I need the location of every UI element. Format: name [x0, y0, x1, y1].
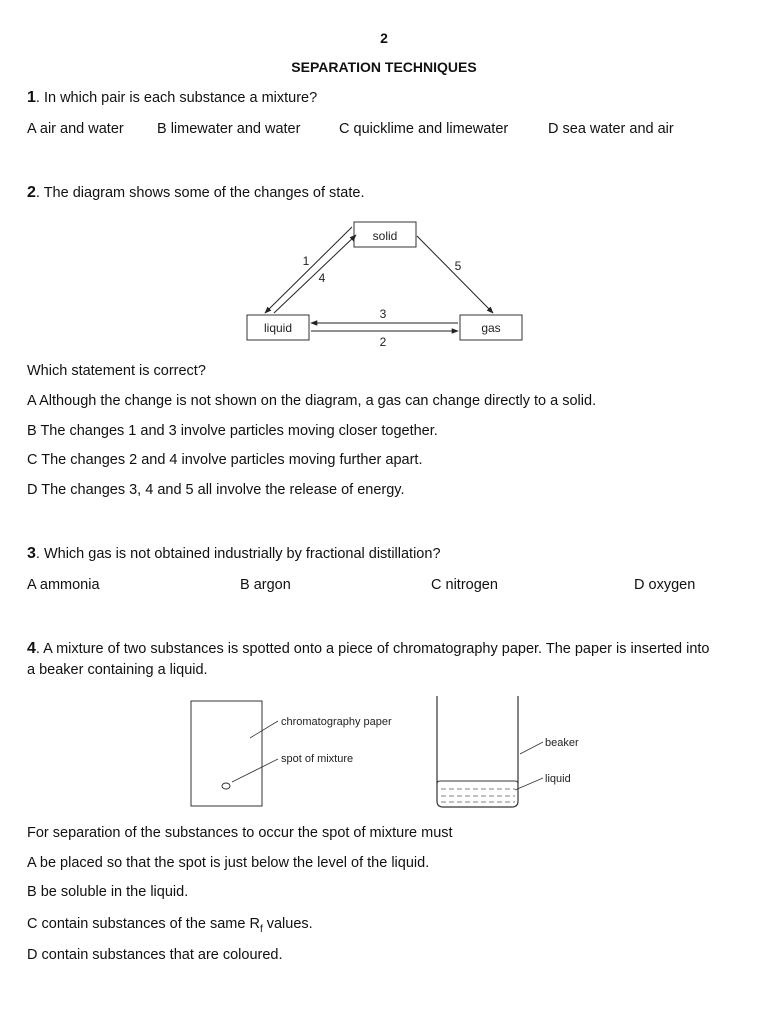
q3-number: 3 — [27, 545, 36, 562]
q4-option-c-pre: C contain substances of the same R — [27, 916, 260, 932]
arrow-2-label: 2 — [379, 335, 387, 349]
arrow-3-label: 3 — [379, 307, 387, 321]
q4-stem-line1 — [27, 640, 709, 658]
liquid-label: liquid — [263, 321, 293, 335]
liquid-label-text: liquid — [545, 773, 571, 785]
q1-text: . In which pair is each substance a mixture? — [35, 90, 318, 106]
q3-option-c: C nitrogen — [431, 577, 498, 593]
arrow-1 — [265, 227, 352, 313]
q1-option-d: D sea water and air — [548, 121, 674, 137]
page-number: 2 — [380, 30, 388, 46]
q1-option-c: C quicklime and limewater — [339, 121, 509, 137]
q2-text: . The diagram shows some of the changes of state. — [35, 185, 365, 201]
gas-label: gas — [481, 321, 501, 335]
liquid-leader-line — [515, 778, 543, 790]
q2-option-d: D The changes 3, 4 and 5 all involve the release of energy. — [27, 482, 405, 498]
beaker — [437, 696, 518, 807]
q4-option-c-sub: f — [259, 923, 263, 935]
page-title: SEPARATION TECHNIQUES — [291, 59, 477, 75]
paper-label: chromatography paper — [281, 716, 392, 728]
q3-stem — [27, 545, 441, 563]
arrow-4-label: 4 — [318, 271, 326, 285]
q4-option-c-post: values. — [262, 916, 313, 932]
liquid-surface — [437, 781, 518, 784]
beaker-leader-line — [520, 742, 543, 754]
q4-text-line2: a beaker containing a liquid. — [27, 662, 208, 678]
q2-option-c: C The changes 2 and 4 involve particles moving further apart. — [27, 452, 423, 468]
q2-prompt: Which statement is correct? — [27, 363, 206, 379]
q1-option-a: A air and water — [27, 121, 124, 137]
arrow-1-label: 1 — [302, 254, 310, 268]
q4-number: 4 — [27, 640, 36, 657]
q3-option-d: D oxygen — [634, 577, 696, 593]
q4-option-a: A be placed so that the spot is just below the level of the liquid. — [27, 855, 430, 871]
q3-option-b: B argon — [240, 577, 291, 593]
spot-label: spot of mixture — [281, 753, 354, 765]
solid-label: solid — [372, 229, 398, 243]
q1-option-b: B limewater and water — [157, 121, 301, 137]
chromatography-paper — [191, 701, 262, 806]
q2-option-b: B The changes 1 and 3 involve particles moving closer together. — [27, 423, 438, 439]
arrow-4 — [274, 235, 356, 313]
arrow-5 — [417, 236, 493, 313]
q4-option-b: B be soluble in the liquid. — [27, 884, 189, 900]
q3-option-a: A ammonia — [27, 577, 100, 593]
beaker-label: beaker — [545, 737, 579, 749]
q2-option-a: A Although the change is not shown on the diagram, a gas can change directly to a solid. — [27, 393, 597, 409]
q3-text: . Which gas is not obtained industrially by fractional distillation? — [35, 546, 441, 562]
q1-number: 1 — [27, 89, 36, 106]
arrow-5-label: 5 — [454, 259, 462, 273]
q4-prompt: For separation of the substances to occur the spot of mixture must — [27, 825, 453, 841]
q4-option-c — [27, 916, 313, 935]
q4-option-d: D contain substances that are coloured. — [27, 947, 283, 963]
q4-text-line1: . A mixture of two substances is spotted onto a piece of chromatography paper. The paper is inserted into — [35, 641, 710, 657]
q2-number: 2 — [27, 184, 36, 201]
